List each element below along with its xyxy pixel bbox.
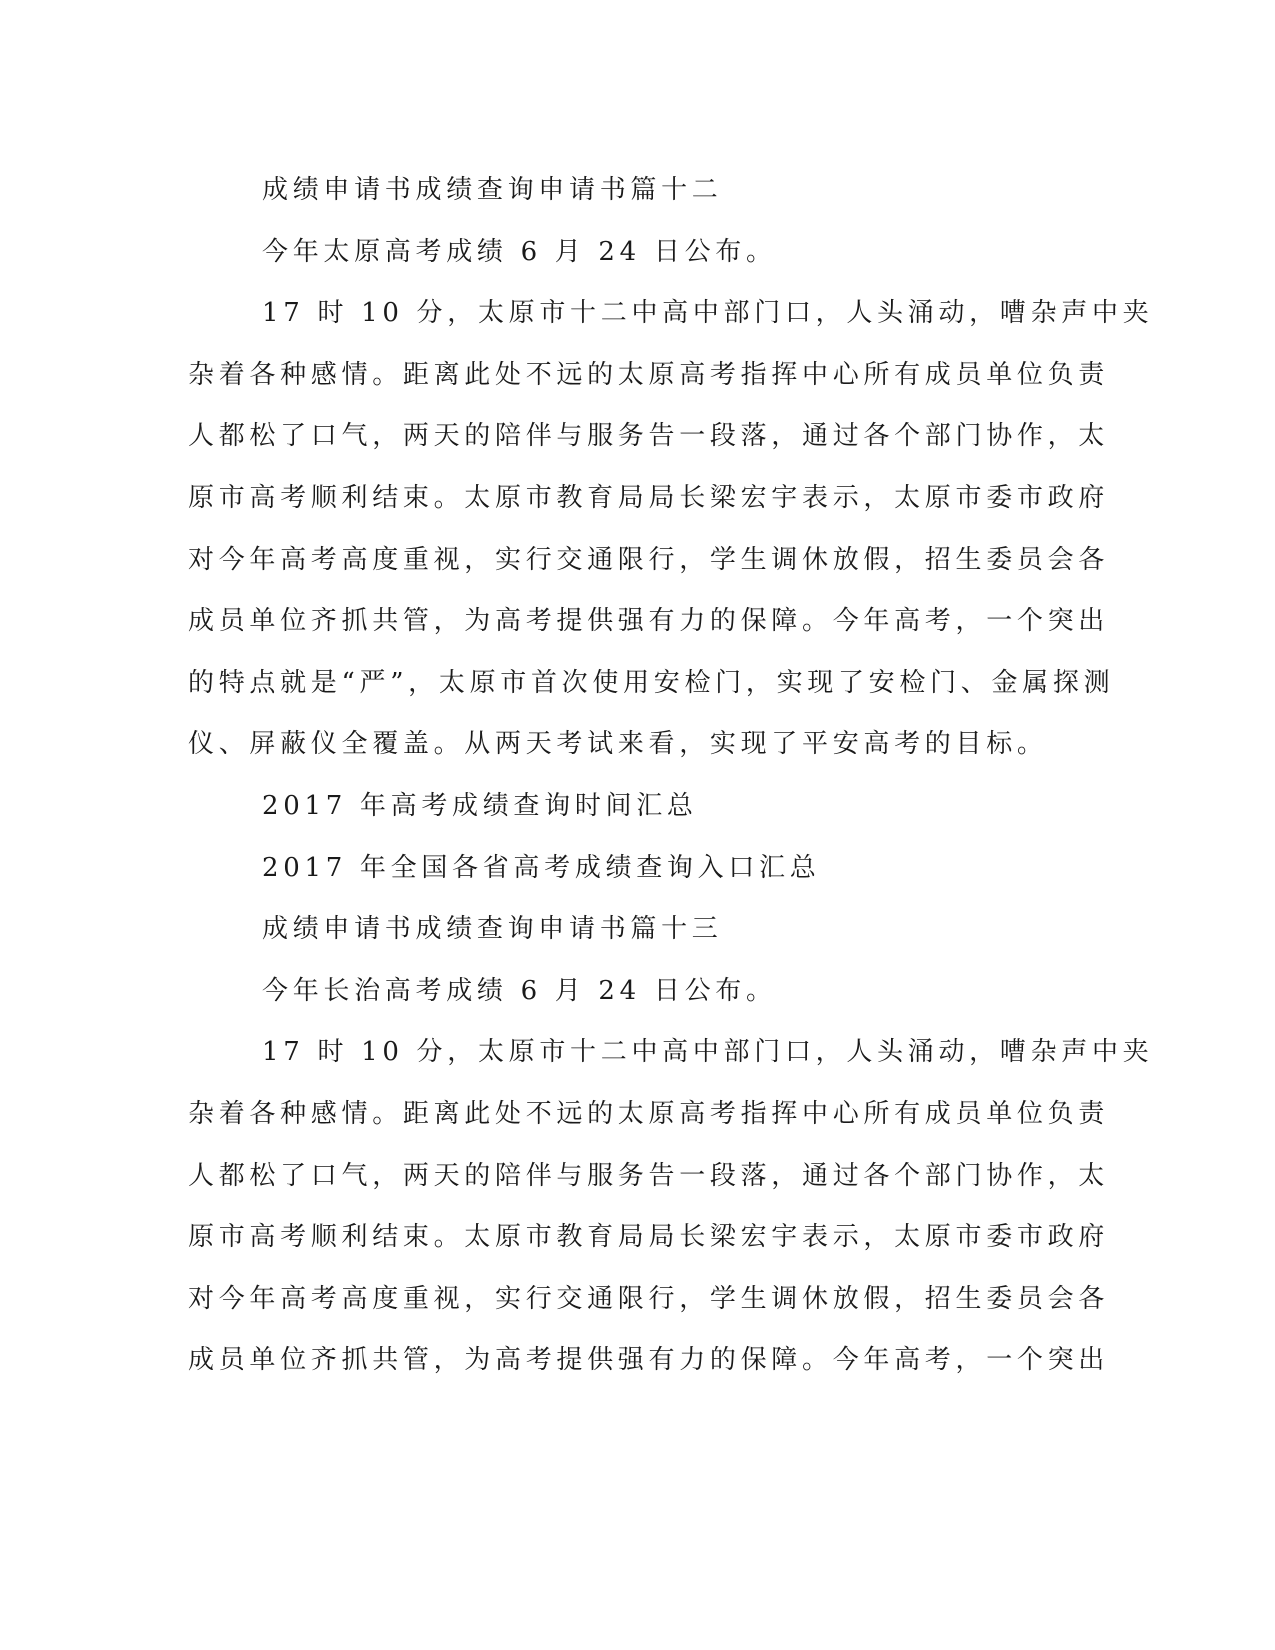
text-line: 成员单位齐抓共管，为高考提供强有力的保障。今年高考，一个突出 <box>188 1345 1110 1376</box>
text-line: 仪、屏蔽仪全覆盖。从两天考试来看，实现了平安高考的目标。 <box>188 729 1048 760</box>
text-line: 成员单位齐抓共管，为高考提供强有力的保障。今年高考，一个突出 <box>188 606 1110 637</box>
text-line: 对今年高考高度重视，实行交通限行，学生调休放假，招生委员会各 <box>188 1283 1110 1314</box>
section-heading-12: 成绩申请书成绩查询申请书篇十二 <box>262 175 723 205</box>
text-line: 人都松了口气，两天的陪伴与服务告一段落，通过各个部门协作，太 <box>188 421 1110 452</box>
text-line: 杂着各种感情。距离此处不远的太原高考指挥中心所有成员单位负责 <box>188 1098 1110 1129</box>
text-line: 2017 年高考成绩查询时间汇总 <box>262 790 698 821</box>
text-line: 今年太原高考成绩 6 月 24 日公布。 <box>262 236 777 267</box>
text-line: 的特点就是“严”，太原市首次使用安检门，实现了安检门、金属探测 <box>188 667 1115 698</box>
text-line: 2017 年全国各省高考成绩查询入口汇总 <box>262 852 821 883</box>
text-line: 今年长治高考成绩 6 月 24 日公布。 <box>262 975 777 1006</box>
paragraph-start: 17 时 10 分，太原市十二中高中部门口，人头涌动，嘈杂声中夹 <box>262 298 1154 329</box>
text-line: 杂着各种感情。距离此处不远的太原高考指挥中心所有成员单位负责 <box>188 359 1110 390</box>
text-line: 原市高考顺利结束。太原市教育局局长梁宏宇表示，太原市委市政府 <box>188 1222 1110 1253</box>
paragraph-start: 17 时 10 分，太原市十二中高中部门口，人头涌动，嘈杂声中夹 <box>262 1037 1154 1068</box>
document-body <box>188 160 1154 1392</box>
text-line: 人都松了口气，两天的陪伴与服务告一段落，通过各个部门协作，太 <box>188 1160 1110 1191</box>
section-heading-13: 成绩申请书成绩查询申请书篇十三 <box>262 914 723 945</box>
text-line: 对今年高考高度重视，实行交通限行，学生调休放假，招生委员会各 <box>188 544 1110 575</box>
text-line: 原市高考顺利结束。太原市教育局局长梁宏宇表示，太原市委市政府 <box>188 482 1110 513</box>
